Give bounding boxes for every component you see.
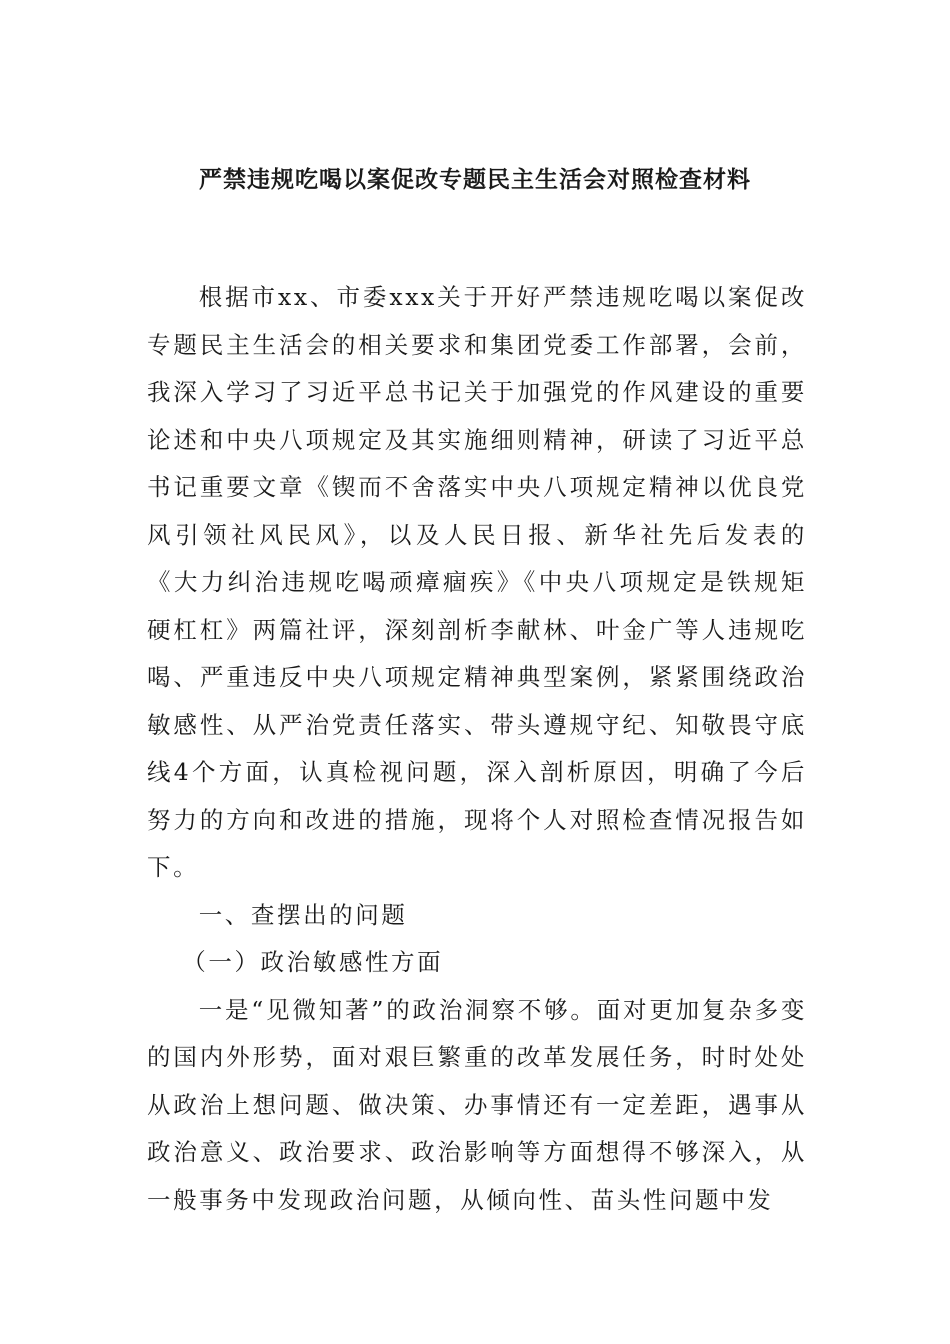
subsection-paragraph: 一是“见微知著”的政治洞察不够。面对更加复杂多变的国内外形势，面对艰巨繁重的改革发展任务，时时处处从政治上想问题、做决策、办事情还有一定差距，遇事从政治意义、政治要求、政治影响等方面想得不够深入，从一般事务中发现政治问题，从倾向性、苗头性问题中发 — [147, 995, 807, 1214]
intro-paragraph: 根据市xx、市委xxx关于开好严禁违规吃喝以案促改专题民主生活会的相关要求和集团党委工作部署，会前，我深入学习了习近平总书记关于加强党的作风建设的重要论述和中央八项规定及其实施细则精神，研读了习近平总书记重要文章《锲而不舍落实中央八项规定精神以优良党风引领社风民风》，以及人民日报、新华社先后发表的《大力纠治违规吃喝顽瘴痼疾》《中央八项规定是铁规矩硬杠杠》两篇社评，深刻剖析李献林、叶金广等人违规吃喝、严重违反中央八项规定精神典型案例，紧紧围绕政治敏感性、从严治党责任落实、带头遵规守纪、知敬畏守底线4个方面，认真检视问题，深入剖析原因，明确了今后努力的方向和改进的措施，现将个人对照检查情况报告如下。 — [147, 283, 807, 881]
section-heading: 一、查摆出的问题 — [198, 900, 408, 929]
document-body — [147, 274, 807, 1224]
document-title: 严禁违规吃喝以案促改专题民主生活会对照检查材料 — [199, 166, 751, 193]
subsection-heading: （一）政治敏感性方面 — [182, 948, 444, 976]
